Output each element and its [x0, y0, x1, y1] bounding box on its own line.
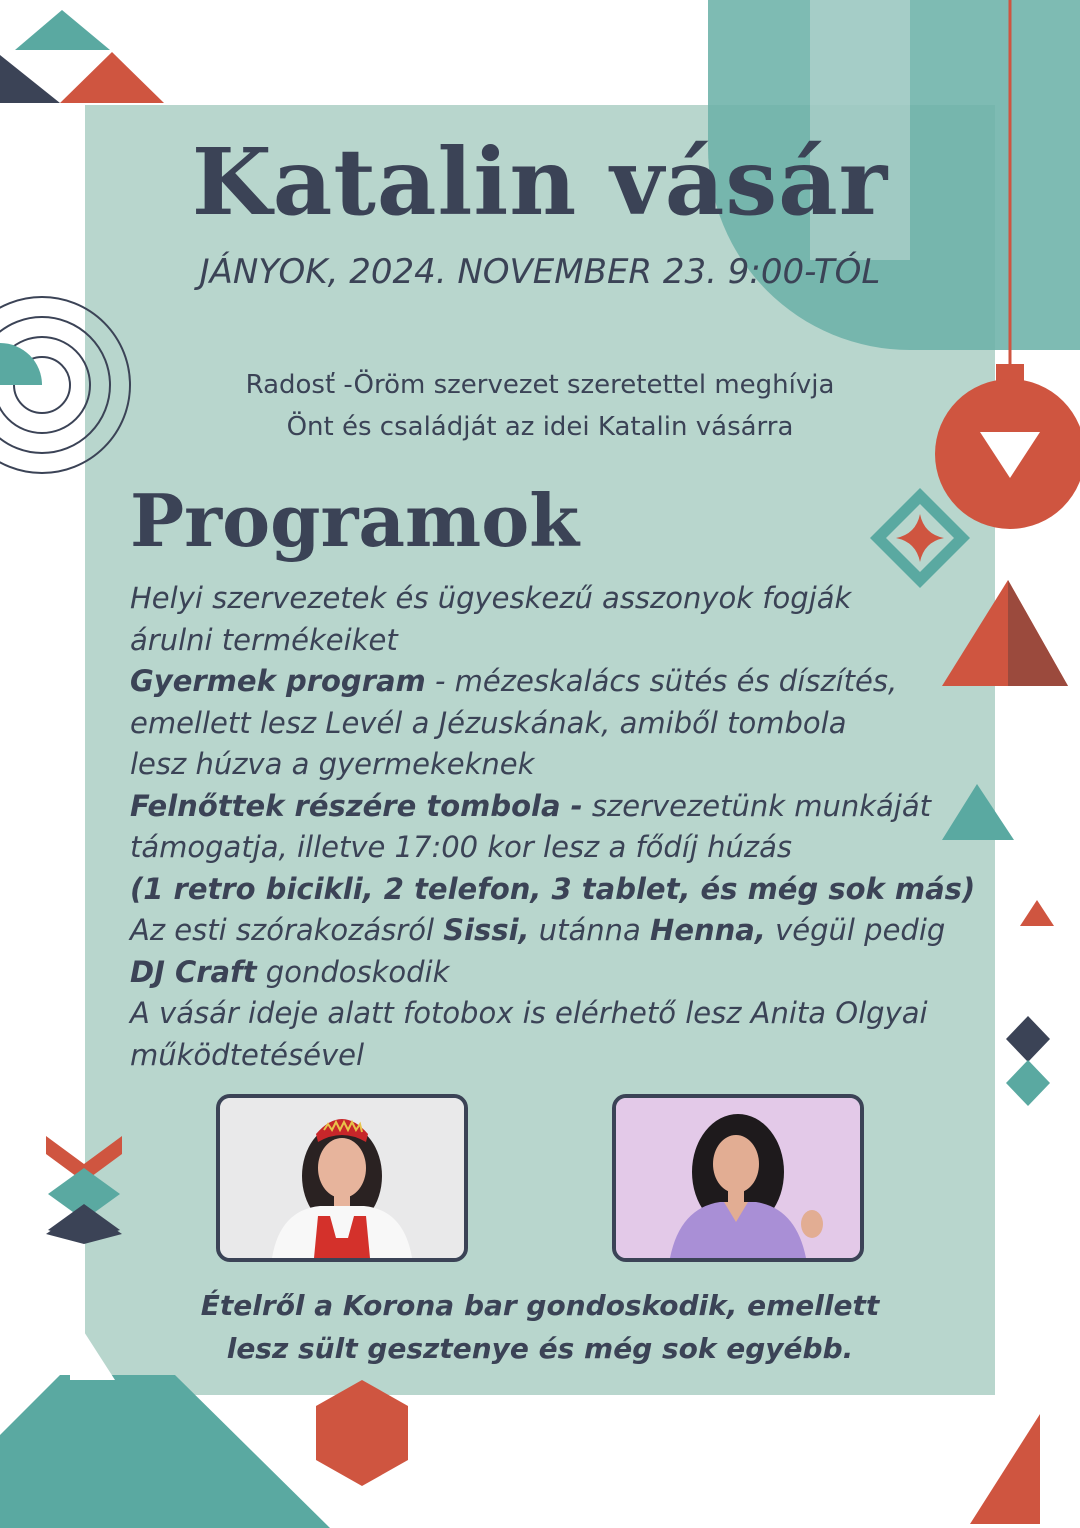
performer-photo-2: [612, 1094, 864, 1262]
decorative-hexagon: [312, 1378, 412, 1488]
invite-line-2: Önt és családját az idei Katalin vásárra: [286, 412, 794, 442]
footer-line-1: Ételről a Korona bar gondoskodik, emellett: [200, 1289, 880, 1322]
performer-name: Henna,: [650, 913, 766, 947]
program-line: Helyi szervezetek és ügyeskezű asszonyok fogják: [130, 581, 852, 615]
food-info-text: [85, 1284, 995, 1370]
program-line: gondoskodik: [256, 954, 450, 989]
programs-list: [130, 578, 980, 1076]
prizes-line: (1 retro bicikli, 2 telefon, 3 tablet, és még sok más): [130, 871, 976, 906]
program-line: - mézeskalács sütés és díszítés,: [425, 664, 898, 698]
program-line: utánna: [529, 913, 651, 947]
program-label: Felnőttek részére tombola -: [130, 788, 583, 823]
star-diamond-icon: [868, 486, 972, 590]
decorative-teal-trapezoid: [0, 1375, 330, 1528]
decorative-triangle-bottom-right: [968, 1412, 1080, 1528]
performer-name: DJ Craft: [130, 954, 257, 989]
program-line: árulni termékeiket: [130, 622, 398, 657]
program-line: támogatja, illetve 17:00 kor lesz a fődíj húzás: [130, 830, 793, 864]
performer-photo-1: [216, 1094, 468, 1262]
performer-name: Sissi,: [443, 913, 530, 947]
page-title: Katalin vásár: [191, 128, 889, 236]
event-date: JÁNYOK, 2024. NOVEMBER 23. 9:00-TÓL: [199, 252, 881, 292]
program-line: lesz húzva a gyermekeknek: [130, 747, 535, 781]
program-line: A vásár ideje alatt fotobox is elérhető lesz Anita Olgyai: [130, 996, 928, 1030]
program-line: szervezetünk munkáját: [582, 788, 931, 823]
invitation-text: [85, 364, 995, 448]
decorative-tiny-triangle-coral: [1018, 898, 1056, 930]
decorative-diamonds-left: [40, 1122, 130, 1244]
decorative-diamonds-right: [1002, 1014, 1058, 1110]
invite-line-1: Radosť -Öröm szervezet szeretettel meghívja: [245, 370, 835, 400]
decorative-triangles-top-left: [0, 0, 170, 105]
program-line: emellett lesz Levél a Jézuskának, amiből tombola: [130, 705, 847, 740]
footer-line-2: lesz sült gesztenye és még sok egyébb.: [226, 1332, 854, 1365]
program-line: végül pedig: [765, 913, 946, 947]
program-line: működtetésével: [130, 1037, 365, 1072]
program-label: Gyermek program: [130, 664, 426, 698]
programs-heading: Programok: [130, 478, 580, 563]
program-line: Az esti szórakozásról: [130, 913, 444, 947]
